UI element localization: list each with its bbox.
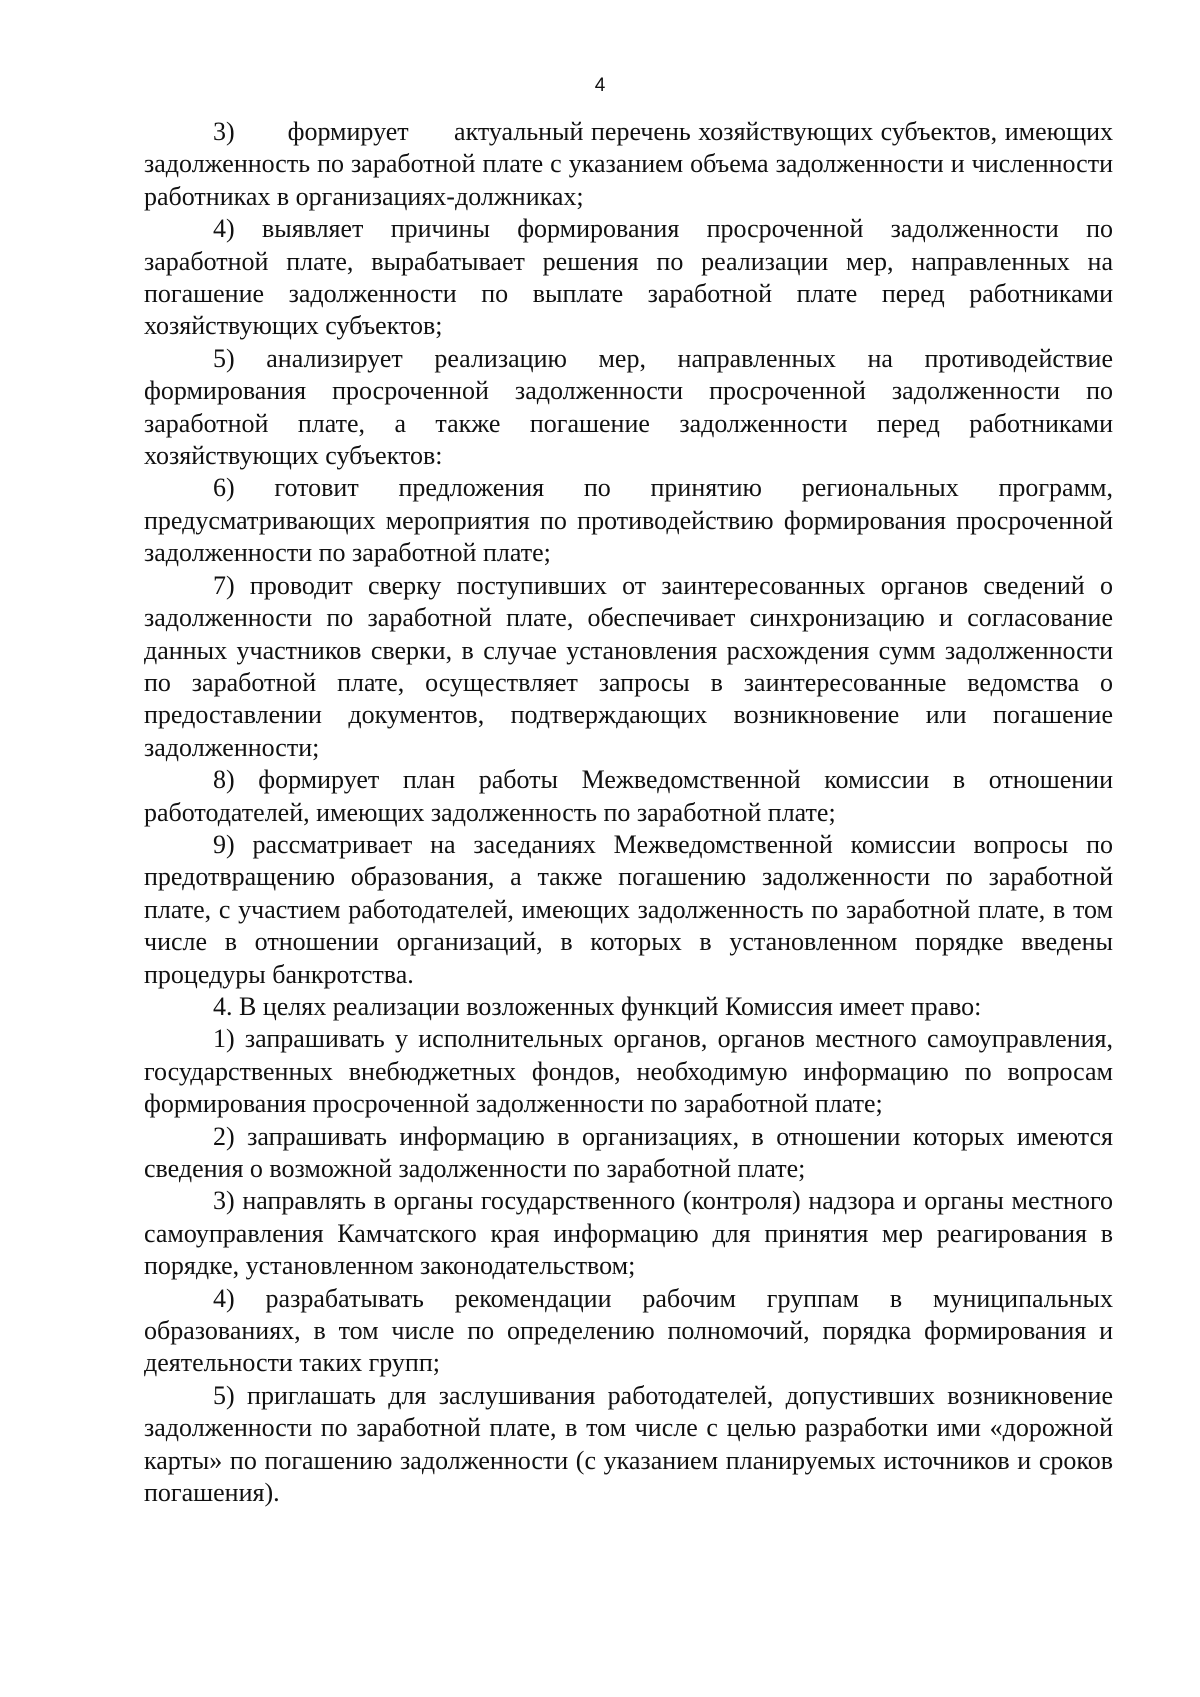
paragraph-3-forms-list: 3) формирует актуальный перечень хозяйствующих субъектов, имеющих задолженность по заработной плате с указанием объема задолженности и численности работниках в организациях-должниках; — [144, 117, 1113, 211]
paragraph-9-meetings: 9) рассматривает на заседаниях Межведомственной комиссии вопросы по предотвращению образования, а также погашению задолженности по заработной плате, с участием работодателей, имеющих задолженность по заработной плате, в том числе в отношении организаций, в которых в установленном порядке введены процедуры банкротства. — [144, 829, 1113, 989]
section-4-heading: 4. В целях реализации возложенных функций Комиссия имеет право: — [213, 991, 982, 1021]
right-5-invite-employers: 5) приглашать для заслушивания работодателей, допустивших возникновение задолженности по заработной плате, в том числе с целью разработки ими «дорожной карты» по погашению задолженности (с указанием планируемых источников и сроков погашения). — [144, 1380, 1113, 1508]
paragraph-8-work-plan: 8) формирует план работы Межведомственной комиссии в отношении работодателей, имеющих задолженность по заработной плате; — [144, 765, 1113, 827]
right-1-request-executive-bodies: 1) запрашивать у исполнительных органов, органов местного самоуправления, государственных внебюджетных фондов, необходимую информацию по вопросам формирования просроченной задолженности по заработной плате; — [144, 1024, 1113, 1119]
page-number: 4 — [594, 75, 606, 96]
paragraph-7-reconciliation: 7) проводит сверку поступивших от заинтересованных органов сведений о задолженности по заработной плате, обеспечивает синхронизацию и согласование данных участников сверки, в случае установления расхождения сумм задолженности по заработной плате, осуществляет запросы в заинтересованные ведомства о предоставлении документов, подтверждающих возникновение или погашение задолженности; — [144, 570, 1113, 762]
paragraph-4-identifies-causes: 4) выявляет причины формирования просроченной задолженности по заработной плате, вырабатывает решения по реализации мер, направленных на погашение задолженности по выплате заработной плате перед работниками хозяйствующих субъектов; — [144, 214, 1113, 341]
paragraph-6-prepares-proposals: 6) готовит предложения по принятию региональных программ, предусматривающих мероприятия по противодействию формирования просроченной задолженности по заработной плате; — [144, 473, 1113, 568]
right-4-develop-recommendations: 4) разрабатывать рекомендации рабочим группам в муниципальных образованиях, в том числе по определению полномочий, порядка формирования и деятельности таких групп; — [144, 1283, 1113, 1378]
document-body — [144, 116, 1113, 1509]
right-2-request-organizations: 2) запрашивать информацию в организациях, в отношении которых имеются сведения о возможной задолженности по заработной плате; — [144, 1121, 1113, 1183]
right-3-send-to-supervisory-bodies: 3) направлять в органы государственного (контроля) надзора и органы местного самоуправления Камчатского края информацию для принятия мер реагирования в порядке, установленном законодательством; — [144, 1186, 1113, 1281]
paragraph-5-analyzes-measures: 5) анализирует реализацию мер, направленных на противодействие формирования просроченной задолженности просроченной задолженности по заработной плате, а также погашение задолженности перед работниками хозяйствующих субъектов: — [144, 343, 1113, 471]
